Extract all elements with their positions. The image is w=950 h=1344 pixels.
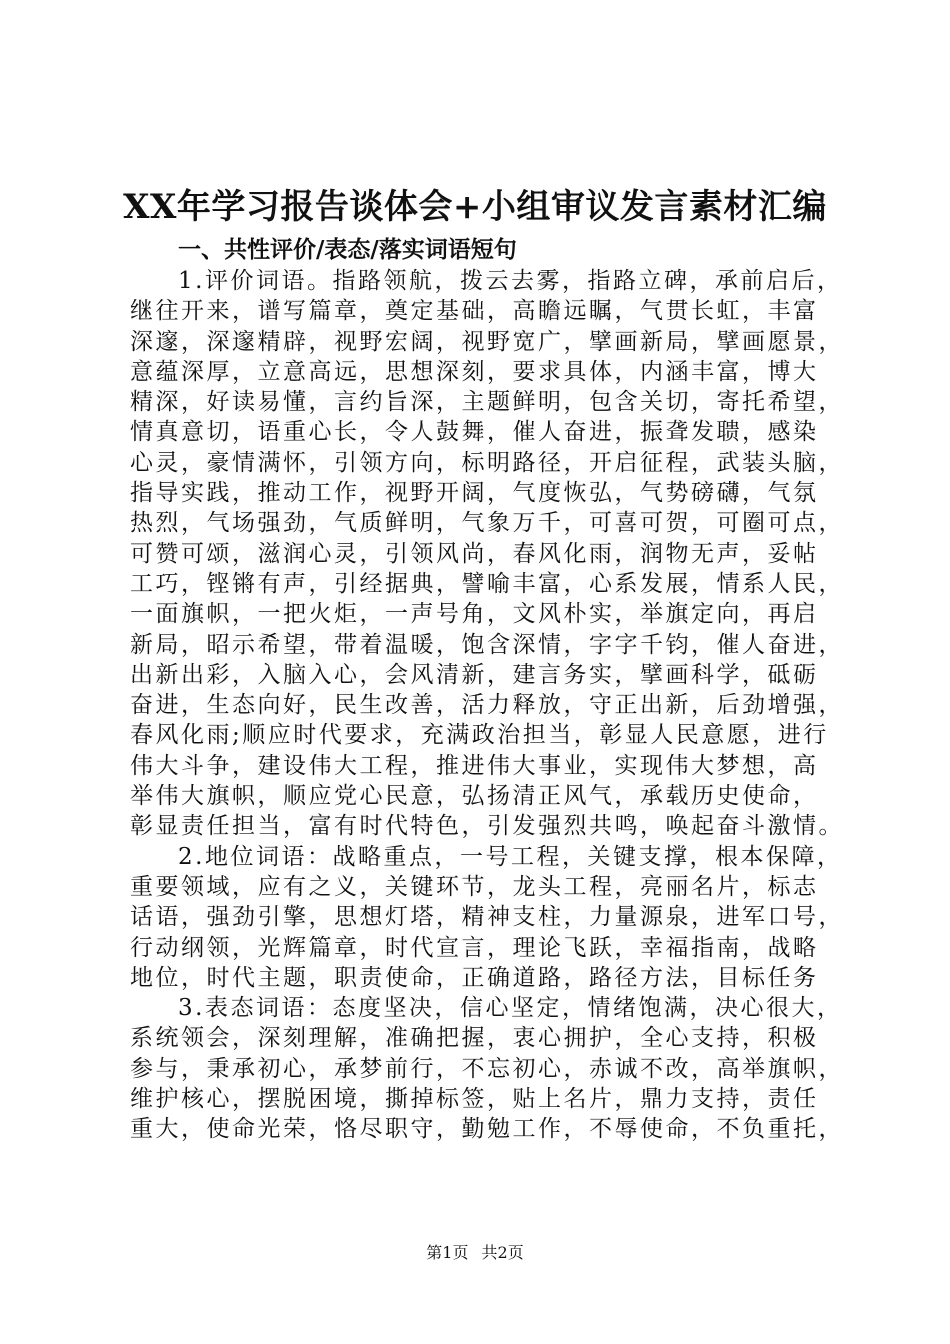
text-line: 出新出彩，入脑入心，会风清新，建言务实，擘画科学，砥砺 <box>130 661 819 688</box>
text-line: 3.表态词语：态度坚决，信心坚定，情绪饱满，决心很大， <box>178 995 843 1022</box>
text-line: 可赞可颂，滋润心灵，引领风尚，春风化雨，润物无声，妥帖 <box>130 540 819 567</box>
page-total: 共2页 <box>481 1243 524 1262</box>
page-footer <box>0 1242 950 1264</box>
text-line: 1.评价词语。指路领航，拨云去雾，指路立碑，承前启后， <box>178 268 843 294</box>
text-line: 热烈，气场强劲，气质鲜明，气象万千，可喜可贺，可圈可点， <box>130 510 844 537</box>
text-line: 2.地位词语：战略重点，一号工程，关键支撑，根本保障， <box>178 843 843 870</box>
text-line: 系统领会，深刻理解，准确把握，衷心拥护，全心支持，积极 <box>130 1025 819 1052</box>
text-line: 维护核心，摆脱困境，撕掉标签，贴上名片，鼎力支持，责任 <box>130 1086 819 1113</box>
text-line: 继往开来，谱写篇章，奠定基础，高瞻远瞩，气贯长虹，丰富 <box>130 298 819 325</box>
text-line: 重要领域，应有之义，关键环节，龙头工程，亮丽名片，标志 <box>130 873 819 900</box>
text-line: 深邃，深邃精辟，视野宏阔，视野宽广，擘画新局，擘画愿景， <box>130 328 844 355</box>
text-line: 话语，强劲引擎，思想灯塔，精神支柱，力量源泉，进军口号， <box>130 904 844 931</box>
text-line: 彰显责任担当，富有时代特色，引发强烈共鸣，唤起奋斗激情。 <box>130 813 844 840</box>
text-line: 伟大斗争，建设伟大工程，推进伟大事业，实现伟大梦想，高 <box>130 752 819 779</box>
text-line: 一面旗帜，一把火炬，一声号角，文风朴实，举旗定向，再启 <box>130 601 819 628</box>
text-line: 举伟大旗帜，顺应党心民意，弘扬清正风气，承载历史使命， <box>130 783 819 810</box>
text-line: 奋进，生态向好，民生改善，活力释放，守正出新，后劲增强， <box>130 692 844 719</box>
text-line: 情真意切，语重心长，令人鼓舞，催人奋进，振聋发聩，感染 <box>130 419 819 446</box>
text-line: 心灵，豪情满怀，引领方向，标明路径，开启征程，武装头脑， <box>130 449 844 476</box>
text-line: 新局，昭示希望，带着温暖，饱含深情，字字千钧，催人奋进， <box>130 631 844 658</box>
text-line: 工巧，铿锵有声，引经据典，譬喻丰富，心系发展，情系人民， <box>130 570 844 597</box>
text-line: 重大，使命光荣，恪尽职守，勤勉工作，不辱使命，不负重托， <box>130 1116 844 1143</box>
body-text <box>130 266 844 1145</box>
text-line: 精深，好读易懂，言约旨深，主题鲜明，包含关切，寄托希望， <box>130 389 844 416</box>
text-line: 春风化雨;顺应时代要求，充满政治担当，彰显人民意愿，进行 <box>130 722 829 749</box>
document-title: XX年学习报告谈体会+小组审议发言素材汇编 <box>123 187 827 227</box>
section-heading: 一、共性评价/表态/落实词语短句 <box>178 236 517 263</box>
text-line: 地位，时代主题，职责使命，正确道路，路径方法，目标任务 <box>130 964 819 991</box>
text-line: 指导实践，推动工作，视野开阔，气度恢弘，气势磅礴，气氛 <box>130 480 819 507</box>
page-number: 第1页 <box>426 1243 469 1262</box>
text-line: 参与，秉承初心，承梦前行，不忘初心，赤诚不改，高举旗帜， <box>130 1055 844 1082</box>
text-line: 意蕴深厚，立意高远，思想深刻，要求具体，内涵丰富，博大 <box>130 358 819 385</box>
text-line: 行动纲领，光辉篇章，时代宣言，理论飞跃，幸福指南，战略 <box>130 934 819 961</box>
